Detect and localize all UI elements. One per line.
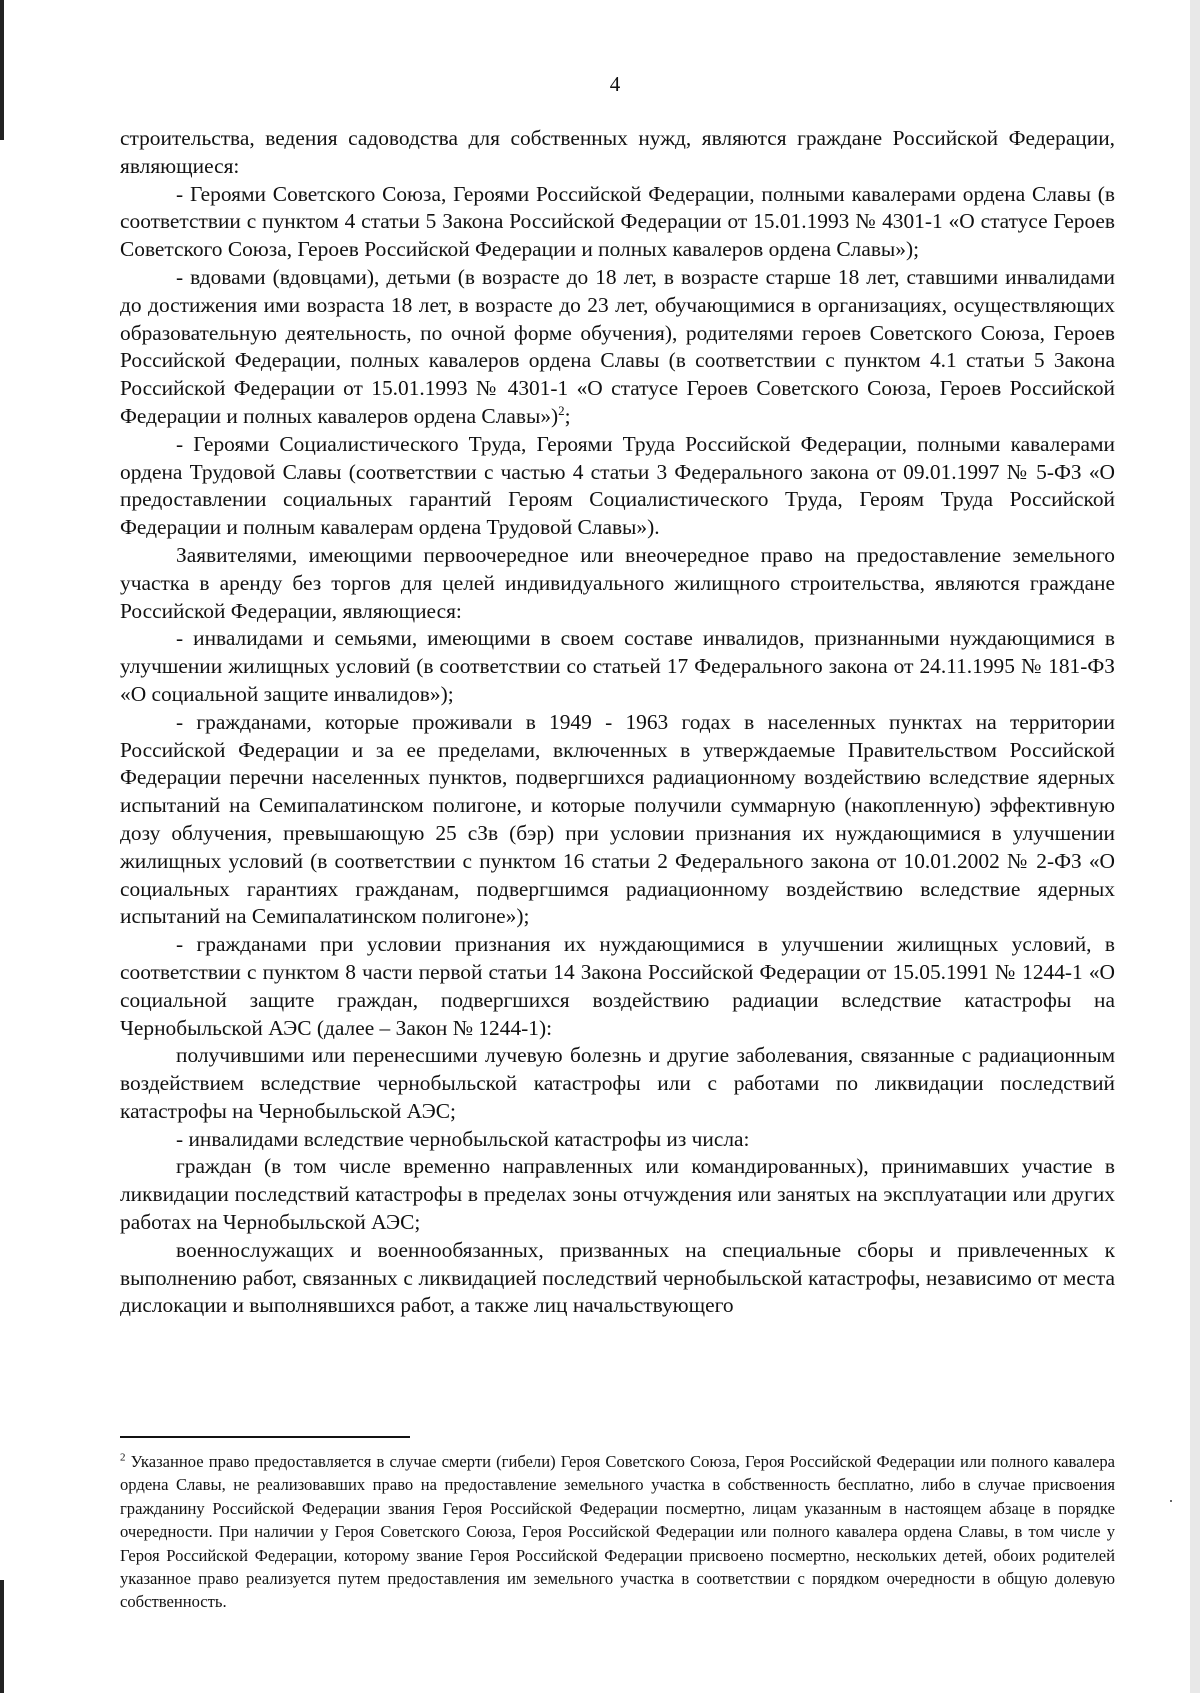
paragraph: - инвалидами и семьями, имеющими в своем составе инвалидов, признанными нуждающимися в улучшении жилищных условий (в соответствии со статьей 17 Федерального закона от 24.11.1995 № 181-ФЗ «О социальной защите инвалидов»); <box>120 626 1115 706</box>
paragraph: - гражданами при условии признания их нуждающимися в улучшении жилищных условий, в соответствии с пунктом 8 части первой статьи 14 Закона Российской Федерации от 15.05.1991 № 1244-1 «О социальной защите граждан, подвергшихся воздействию радиации вследствие катастрофы на Чернобыльской АЭС (далее – Закон № 1244-1): <box>120 932 1115 1040</box>
document-body <box>120 125 1115 1320</box>
footnote-reference[interactable]: 2 <box>558 402 565 418</box>
paragraph-with-footnote-ref <box>120 264 1115 431</box>
paragraph: военнослужащих и военнообязанных, призванных на специальные сборы и привлеченных к выполнению работ, связанных с ликвидацией последствий чернобыльской катастрофы, независимо от места дислокации и выполнявшихся работ, а также лиц начальствующего <box>120 1237 1115 1318</box>
footnote-text-block <box>120 1450 1115 1614</box>
paragraph-tail: ; <box>564 403 571 428</box>
paragraph: - гражданами, которые проживали в 1949 - 1963 годах в населенных пунктах на территории Российской Федерации и за ее пределами, включенных в утверждаемые Правительством Российской Федерации перечни населенных пунктов, подвергшихся радиационному воздействию вследствие ядерных испытаний на Семипалатинском полигоне, и которые получили суммарную (накопленную) эффективную дозу облучения, превышающую 25 сЗв (бэр) при условии признания их нуждающимися в улучшении жилищных условий (в соответствии с пунктом 16 статьи 2 Федерального закона от 10.01.2002 № 2-ФЗ «О социальных гарантиях гражданам, подвергшимся радиационному воздействию вследствие ядерных испытаний на Семипалатинском полигоне»); <box>120 709 1115 929</box>
footnote <box>120 1450 1115 1614</box>
scan-right-edge <box>1190 0 1200 1693</box>
paragraph: - Героями Социалистического Труда, Героями Труда Российской Федерации, полными кавалерами ордена Трудовой Славы (соответствии с частью 4 статьи 3 Федерального закона от 09.01.1997 № 5-ФЗ «О предоставлении социальных гарантий Героям Социалистического Труда, Героям Труда Российской Федерации и полным кавалерам ордена Трудовой Славы»). <box>120 431 1115 540</box>
footnote-separator <box>120 1436 410 1438</box>
paragraph-text: - вдовами (вдовцами), детьми (в возрасте до 18 лет, в возрасте старше 18 лет, ставшими инвалидами до достижения ими возраста 18 лет, в возрасте до 23 лет, обучающимися в организациях, осуществляющих образовательную деятельность, по очной форме обучения), родителями героев Советского Союза, Героев Российской Федерации, полных кавалеров ордена Славы (в соответствии с пунктом 4.1 статьи 5 Закона Российской Федерации от 15.01.1993 № 4301-1 «О статусе Героев Советского Союза, Героев Российской Федерации и полных кавалеров ордена Славы») <box>120 264 1115 428</box>
footnote-mark: 2 <box>120 1451 126 1464</box>
paragraph: Заявителями, имеющими первоочередное или внеочередное право на предоставление земельного участка в аренду без торгов для целей индивидуального жилищного строительства, являются граждане Российской Федерации, являющиеся: <box>120 542 1115 623</box>
scan-speck <box>1170 1500 1172 1502</box>
paragraph: получившими или перенесшими лучевую болезнь и другие заболевания, связанные с радиационным воздействием вследствие чернобыльской катастрофы или с работами по ликвидации последствий катастрофы на Чернобыльской АЭС; <box>120 1043 1115 1123</box>
paragraph: граждан (в том числе временно направленных или командированных), принимавших участие в ликвидации последствий катастрофы в пределах зоны отчуждения или занятых на эксплуатации или других работах на Чернобыльской АЭС; <box>120 1154 1115 1235</box>
footnote-text: Указанное право предоставляется в случае смерти (гибели) Героя Советского Союза, Героя Российской Федерации или полного кавалера ордена Славы, не реализовавших право на предоставление земельного участка в собственность бесплатно, либо в случае присвоения гражданину Российской Федерации звания Героя Российской Федерации посмертно, лицам указанным в настоящем абзаце в порядке очередности. При наличии у Героя Советского Союза, Героя Российской Федерации или полного кавалера ордена Славы, в том числе у Героя Российской Федерации, которому звание Героя Российской Федерации присвоено посмертно, нескольких детей, обоих родителей указанное право реализуется путем предоставления им земельного участка в соответствии с порядком очередности в общую долевую собственность. <box>120 1452 1115 1612</box>
page-number: 4 <box>609 72 621 96</box>
paragraph: - инвалидами вследствие чернобыльской катастрофы из числа: <box>176 1126 750 1151</box>
paragraph: - Героями Советского Союза, Героями Российской Федерации, полными кавалерами ордена Славы (в соответствии с пунктом 4 статьи 5 Закона Российской Федерации от 15.01.1993 № 4301-1 «О статусе Героев Советского Союза, Героев Российской Федерации и полных кавалеров ордена Славы»); <box>120 181 1115 262</box>
paragraph: строительства, ведения садоводства для собственных нужд, являются граждане Российской Федерации, являющиеся: <box>120 126 1115 178</box>
scan-edge-bottom <box>0 1580 4 1693</box>
